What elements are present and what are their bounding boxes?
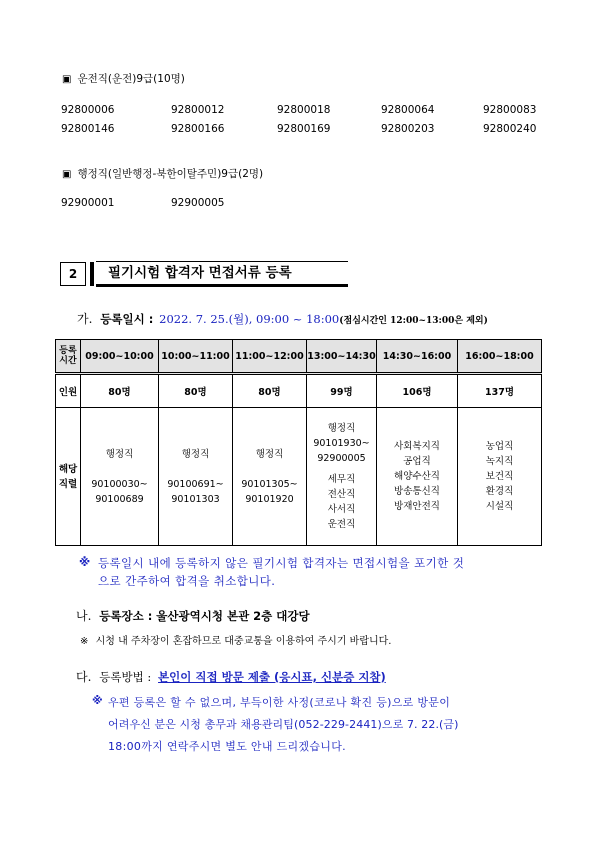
job-line [233,462,306,477]
job-line: 사서직 [327,504,356,515]
exam-number: 92800169 [277,123,331,135]
count-row [56,374,542,408]
job-cell [233,408,307,546]
category-heading [62,166,263,181]
job-line: 90100691~ [167,478,224,490]
warning-line: 으로 간주하여 합격을 취소합니다. [98,574,276,588]
exam-number: 92800146 [61,123,115,135]
count-value: 106명 [377,374,458,408]
job-line: 90101930~ [313,438,370,449]
exam-number: 92800064 [381,104,435,116]
job-line [159,462,232,477]
section-number: 2 [60,262,86,286]
count-value: 80명 [159,374,233,408]
count-value: 99명 [307,374,377,408]
job-label: 해당 직렬 [56,408,81,546]
registration-method: 본인이 직접 방문 제출 (응시표, 신분증 지참) [158,670,386,684]
job-series-row [56,408,542,546]
item-label: 등록장소 : [99,609,157,623]
registration-method-line [76,668,386,685]
job-line: 환경직 [485,486,514,497]
job-cell [458,408,542,546]
count-value: 137명 [458,374,542,408]
exam-number: 92800018 [277,104,331,116]
note-mark: ※ [92,694,103,707]
job-line: 방재안전직 [394,501,440,512]
registration-place: 울산광역시청 본관 2층 대강당 [156,609,310,623]
item-marker: 나. [76,609,92,623]
exam-number: 92800006 [61,104,115,116]
method-note-line: 어려우신 분은 시청 총무과 채용관리팀(052-229-2441)으로 7. 22.(금) [108,718,459,731]
job-line: 공업직 [403,456,431,467]
time-slot: 13:00~14:30 [307,340,377,374]
exam-number: 92800012 [171,104,225,116]
lunch-note: (점심시간인 12:00~13:00은 제외) [339,316,488,326]
job-line: 운전직 [327,519,356,530]
item-label: 등록방법 : [99,670,152,684]
table-header-row [56,340,542,374]
registration-place-line [76,607,310,624]
exam-number: 92800240 [483,123,537,135]
job-line: 90100689 [95,493,144,505]
job-line: 행정직 [255,448,284,460]
time-slot: 14:30~16:00 [377,340,458,374]
time-slot: 10:00~11:00 [159,340,233,374]
job-line: 행정직 [181,448,210,460]
warning-line: 등록일시 내에 등록하지 않은 필기시험 합격자는 면접시험을 포기한 것 [98,556,465,570]
exam-number: 92900001 [61,197,115,209]
category-heading [62,71,185,86]
registration-datetime: 2022. 7. 25.(월), 09:00 ~ 18:00 [159,312,340,326]
job-line: 90101920 [245,493,294,505]
exam-number: 92800083 [483,104,537,116]
job-line [81,462,158,477]
job-line: 해양수산직 [394,471,440,482]
time-slot: 09:00~10:00 [81,340,159,374]
time-slot: 11:00~12:00 [233,340,307,374]
item-label: 등록일시 : [100,312,154,326]
job-line: 사회복지직 [394,441,440,452]
parking-note [80,632,392,647]
job-cell [81,408,159,546]
category-title: 행정직(일반행정-북한이탈주민)9급(2명) [77,168,264,180]
job-line: 92900005 [317,453,366,464]
job-cell [159,408,233,546]
count-value: 80명 [81,374,159,408]
item-marker: 가. [77,312,93,326]
method-note-line: 우편 등록은 할 수 없으며, 부득이한 사정(코로나 확진 등)으로 방문이 [108,696,451,709]
section-divider-bar [90,262,94,286]
time-slot: 16:00~18:00 [458,340,542,374]
note-mark: ※ [80,636,89,647]
job-line: 90101305~ [241,478,298,490]
exam-number: 92900005 [171,197,225,209]
header-label: 등록 시간 [56,340,81,374]
warning-mark: ※ [79,555,91,569]
item-marker: 다. [76,670,92,684]
category-title: 운전직(운전)9급(10명) [77,73,185,85]
job-line: 시설직 [485,501,514,512]
exam-number: 92800166 [171,123,225,135]
exam-number: 92800203 [381,123,435,135]
job-line: 세무직 [327,474,356,485]
checkbox-square-icon: ▣ [62,169,72,180]
registration-datetime-line [77,310,488,327]
method-note-line: 18:00까지 연락주시면 별도 안내 드리겠습니다. [108,740,346,753]
job-cell [307,408,377,546]
job-line: 90101303 [171,493,220,505]
count-label: 인원 [56,374,81,408]
job-line: 행정직 [105,448,134,460]
job-line: 방송통신직 [394,486,440,497]
job-line: 전산직 [327,489,356,500]
job-line: 농업직 [485,441,514,452]
job-line: 90100030~ [91,478,148,490]
checkbox-square-icon: ▣ [62,74,72,85]
count-value: 80명 [233,374,307,408]
job-line: 보건직 [485,471,514,482]
job-line: 행정직 [327,423,356,434]
job-line: 녹지직 [485,456,514,467]
section-title: 필기시험 합격자 면접서류 등록 [96,261,348,287]
note-text: 시청 내 주차장이 혼잡하므로 대중교통을 이용하여 주시기 바랍니다. [95,636,392,647]
job-cell [377,408,458,546]
registration-schedule-table [55,339,542,546]
